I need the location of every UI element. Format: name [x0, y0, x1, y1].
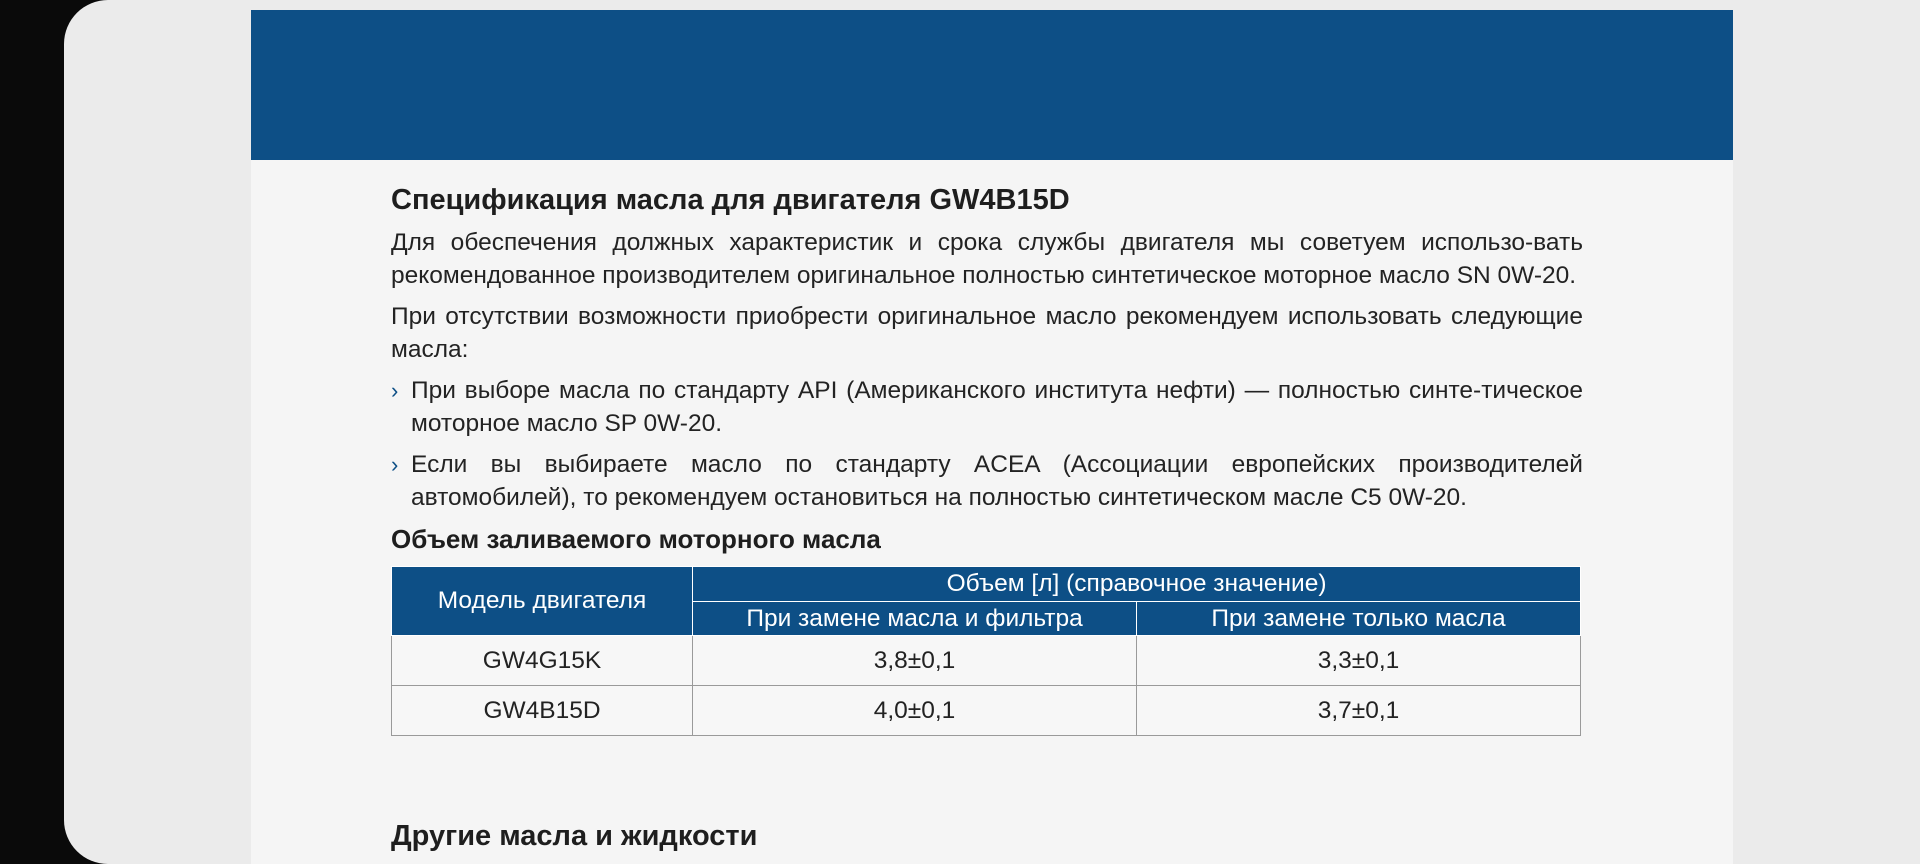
bullet-text: При выборе масла по стандарту API (Американского института нефти) — полностью синте-тическое моторное масло SP 0W-20. [411, 377, 1583, 437]
paragraph: Для обеспечения должных характеристик и срока службы двигателя мы советуем использо-вать рекомендованное производителем оригинальное полностью синтетическое моторное масло SN 0W-20. [391, 229, 1583, 289]
subsection-title: Объем заливаемого моторного масла [391, 524, 881, 554]
bullet-item [391, 374, 1583, 440]
table-row [392, 636, 1581, 686]
chevron-right-icon: › [391, 378, 399, 403]
table-cell-oil-and-filter: 4,0±0,1 [693, 686, 1137, 736]
bullet-item [391, 448, 1583, 514]
document-viewer[interactable] [64, 0, 1920, 864]
table-cell-oil-and-filter: 3,8±0,1 [693, 636, 1137, 686]
bullet-text: Если вы выбираете масло по стандарту ACEA (Ассоциации европейских производителей автомобилей), то рекомендуем остановиться на полностью синтетическом масле C5 0W-20. [411, 451, 1583, 511]
table-cell-oil-only: 3,3±0,1 [1137, 636, 1581, 686]
document-content [391, 182, 1583, 736]
table-cell-model: GW4B15D [392, 686, 693, 736]
section-title: Спецификация масла для двигателя GW4B15D [391, 184, 1070, 216]
paragraph: При отсутствии возможности приобрести оригинальное масло рекомендуем использовать следующие масла: [391, 303, 1583, 363]
table-header-volume-group: Объем [л] (справочное значение) [693, 567, 1581, 602]
oil-volume-table [391, 566, 1581, 736]
chevron-right-icon: › [391, 452, 399, 477]
table-cell-oil-only: 3,7±0,1 [1137, 686, 1581, 736]
table-header-oil-and-filter: При замене масла и фильтра [693, 602, 1137, 636]
page-header-band [251, 10, 1733, 160]
table-header-engine-model: Модель двигателя [392, 567, 693, 636]
table-header-oil-only: При замене только масла [1137, 602, 1581, 636]
document-page [251, 10, 1733, 864]
next-section-title: Другие масла и жидкости [391, 820, 758, 852]
table-row [392, 686, 1581, 736]
table-cell-model: GW4G15K [392, 636, 693, 686]
